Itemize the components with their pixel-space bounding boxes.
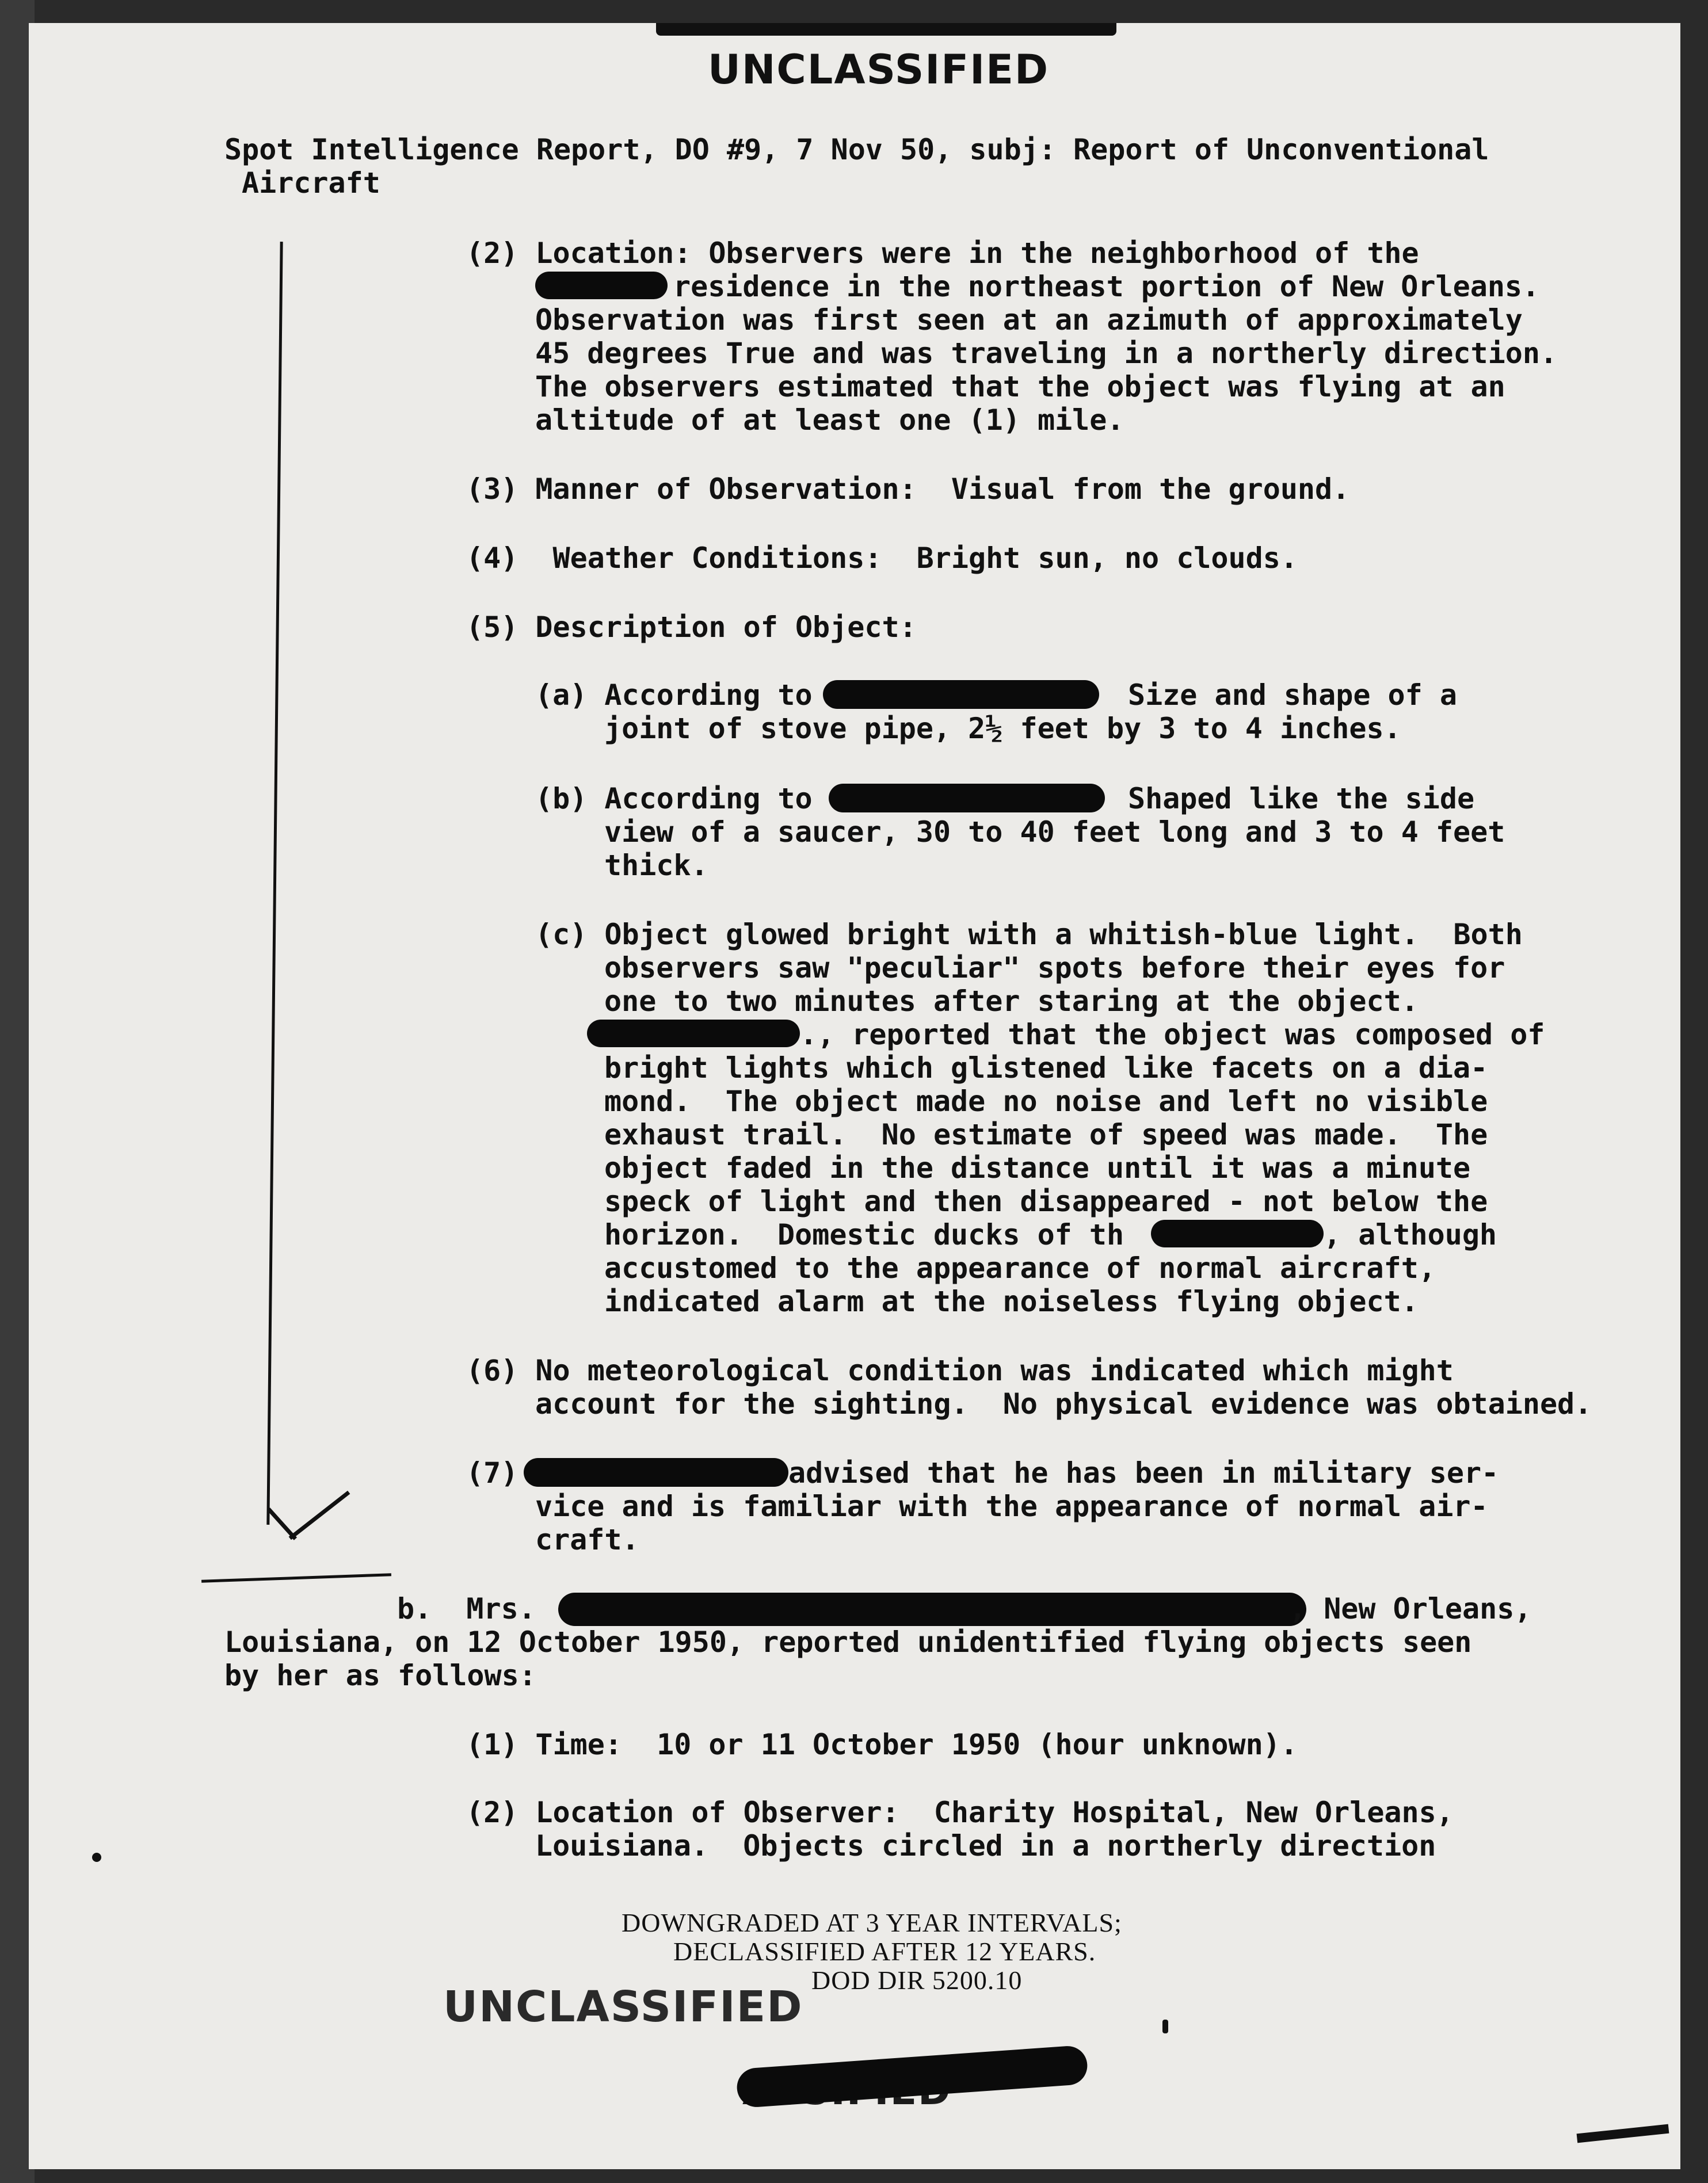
corner-mark <box>1577 2124 1669 2143</box>
ink-dot <box>92 1853 101 1862</box>
p5c-line-10a: horizon. Domestic ducks of th <box>604 1218 1124 1251</box>
p7-line-1b: advised that he has been in military ser- <box>788 1456 1499 1490</box>
p5a-line-1b: Size and shape of a <box>1128 678 1457 712</box>
p3-manner: (3) Manner of Observation: Visual from the ground. <box>466 472 1350 506</box>
underline-mark <box>201 1573 391 1583</box>
p5c-line-5: bright lights which glistened like facets on a dia- <box>604 1051 1488 1085</box>
p5c-line-12: indicated alarm at the noiseless flying object. <box>604 1285 1419 1318</box>
p7-line-1a: (7) <box>466 1456 518 1490</box>
p2-line-2: residence in the northeast portion of New Orleans. <box>673 270 1540 303</box>
downgrade-line-2: DECLASSIFIED AFTER 12 YEARS. <box>673 1937 1096 1966</box>
p5c-line-11: accustomed to the appearance of normal aircraft, <box>604 1251 1436 1285</box>
p6-line-1: (6) No meteorological condition was indicated which might <box>466 1354 1454 1387</box>
p6-line-2: account for the sighting. No physical evidence was obtained. <box>535 1387 1592 1421</box>
p7-line-3: craft. <box>535 1523 639 1556</box>
margin-line-mark <box>266 242 283 1525</box>
pb-line-1a: b. Mrs. <box>397 1592 536 1625</box>
downgrade-line-1: DOWNGRADED AT 3 YEAR INTERVALS; <box>622 1908 1122 1937</box>
p2-line-4: 45 degrees True and was traveling in a northerly direction. <box>535 337 1558 370</box>
classification-stamp-top: UNCLASSIFIED <box>708 46 1050 93</box>
redaction-bar <box>524 1458 788 1487</box>
document-page <box>29 23 1680 2169</box>
pb-line-1b: , New Orleans, <box>1289 1592 1532 1625</box>
b1-time: (1) Time: 10 or 11 October 1950 (hour unknown). <box>466 1728 1298 1761</box>
p5c-line-10b: , although <box>1324 1218 1497 1251</box>
checkmark-stroke <box>289 1491 350 1540</box>
p5c-line-1: (c) Object glowed bright with a whitish-blue light. Both <box>535 918 1523 951</box>
p5c-line-7: exhaust trail. No estimate of speed was made. The <box>604 1118 1488 1151</box>
p5b-line-1b: Shaped like the side <box>1128 782 1475 815</box>
p5-description: (5) Description of Object: <box>466 610 917 644</box>
p2-line-3: Observation was first seen at an azimuth of approximately <box>535 303 1523 337</box>
b2-line-1: (2) Location of Observer: Charity Hospital, New Orleans, <box>466 1796 1454 1829</box>
redaction-bar <box>587 1020 800 1047</box>
p2-line-6: altitude of at least one (1) mile. <box>535 403 1124 437</box>
pb-line-3: by her as follows: <box>224 1659 536 1692</box>
p5a-line-1a: (a) According to <box>535 678 813 712</box>
p2-line-1: (2) Location: Observers were in the neighborhood of the <box>466 236 1419 270</box>
p2-line-5: The observers estimated that the object was flying at an <box>535 370 1505 403</box>
p5b-line-2: view of a saucer, 30 to 40 feet long and 3 to 4 feet <box>604 815 1505 849</box>
redaction-bar <box>823 680 1099 709</box>
p5c-line-6: mond. The object made no noise and left no visible <box>604 1085 1488 1118</box>
p5c-line-9: speck of light and then disappeared - not below the <box>604 1185 1488 1218</box>
p5b-line-3: thick. <box>604 849 708 882</box>
report-header-line-2: Aircraft <box>242 166 380 200</box>
binding-clip <box>656 23 1116 36</box>
redaction-bar <box>829 784 1105 812</box>
p7-line-2: vice and is familiar with the appearance of normal air- <box>535 1490 1488 1523</box>
p5c-line-2: observers saw "peculiar" spots before their eyes for <box>604 951 1505 984</box>
ink-mark <box>1162 2020 1168 2033</box>
redaction-bar <box>1151 1220 1324 1247</box>
p5c-line-8: object faded in the distance until it was a minute <box>604 1151 1471 1185</box>
redaction-bar <box>535 272 668 299</box>
p5b-line-1a: (b) According to <box>535 782 813 815</box>
p5c-line-4: ., reported that the object was composed of <box>800 1018 1545 1051</box>
redaction-bar <box>558 1593 1306 1626</box>
classification-stamp-bottom: UNCLASSIFIED <box>443 1982 803 2032</box>
pb-line-2: Louisiana, on 12 October 1950, reported unidentified flying objects seen <box>224 1625 1472 1659</box>
report-header-line-1: Spot Intelligence Report, DO #9, 7 Nov 50, subj: Report of Unconventional <box>224 133 1489 166</box>
p4-weather: (4) Weather Conditions: Bright sun, no clouds. <box>466 541 1298 575</box>
downgrade-line-3: DOD DIR 5200.10 <box>811 1966 1023 1995</box>
p5a-line-2: joint of stove pipe, 2½ feet by 3 to 4 inches. <box>604 712 1401 745</box>
p5c-line-3: one to two minutes after staring at the object. <box>604 984 1419 1018</box>
b2-line-2: Louisiana. Objects circled in a northerly direction <box>535 1829 1436 1863</box>
